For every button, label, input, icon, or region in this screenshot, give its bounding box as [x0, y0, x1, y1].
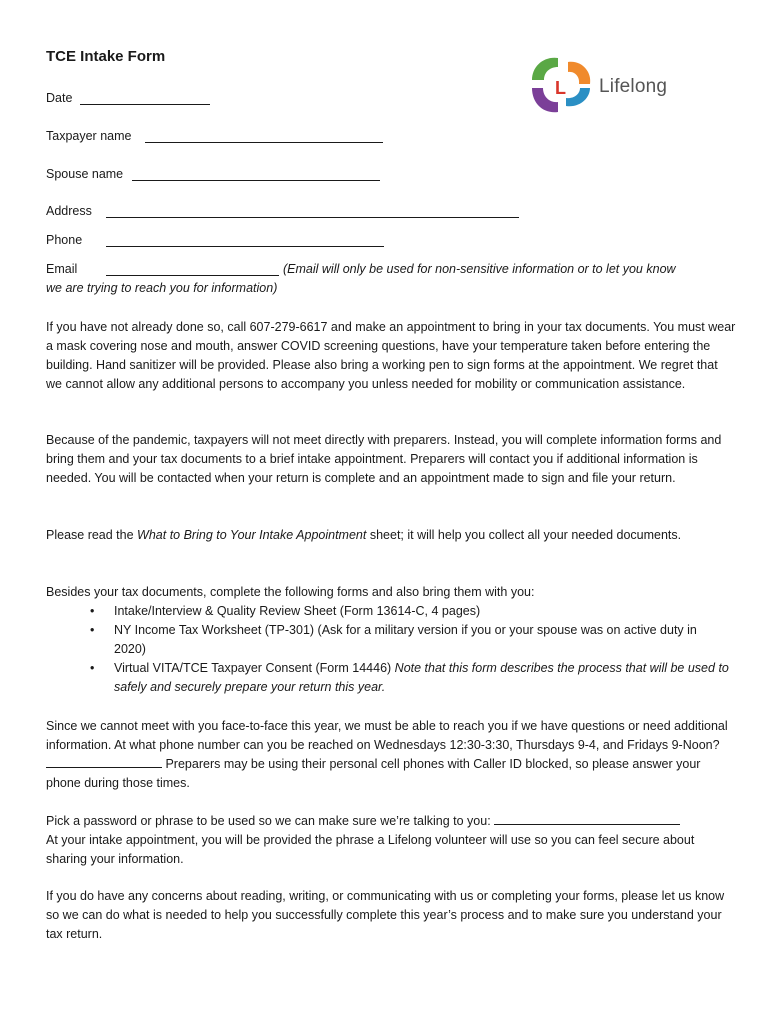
read-sheet-post: sheet; it will help you collect all your needed documents.: [366, 528, 682, 542]
svg-text:L: L: [555, 78, 566, 98]
address-label: Address: [46, 204, 92, 218]
logo-wordmark: Lifelong: [599, 76, 668, 97]
phone-label: Phone: [46, 233, 83, 247]
password-prompt: Pick a password or phrase to be used so we can make sure we’re talking to you:: [46, 814, 495, 828]
form-13614c-item: Intake/Interview & Quality Review Sheet (Form 13614-C, 4 pages): [114, 604, 481, 618]
appointment-text: If you have not already done so, call 607-279-6617 and make an appointment to bring in your tax documents. You must wear a mask covering nose and mouth, answer COVID screening questions, have your temperature taken before entering the building. Hand sanitizer will be provided. Please also bring a working pen to sign forms at the appointment. We regret that we cannot allow any additional persons to accompany you unless needed for mobility or communication assistance.: [46, 320, 736, 391]
password-paragraph: [46, 812, 736, 869]
read-sheet-title: What to Bring to Your Intake Appointment: [137, 528, 367, 542]
appointment-paragraph: [46, 318, 736, 394]
date-label: Date: [46, 91, 73, 105]
phone-availability-pre: Since we cannot meet with you face-to-face this year, we must be able to reach you if we have questions or need additional information. At what phone number can you be reached on Wednesdays 12:30-3:30, Thursdays 9-4, and Fridays 9-Noon?: [46, 719, 728, 752]
phone-field[interactable]: [106, 246, 384, 247]
email-field[interactable]: [106, 275, 279, 276]
date-field[interactable]: [80, 104, 210, 105]
email-note-continued: we are trying to reach you for information): [46, 281, 278, 295]
read-sheet-pre: Please read the: [46, 528, 138, 542]
address-field[interactable]: [106, 217, 519, 218]
taxpayer-name-label: Taxpayer name: [46, 129, 132, 143]
forms-intro-text: Besides your tax documents, complete the following forms and also bring them with you:: [46, 585, 535, 599]
phone-availability-post: Preparers may be using their personal cell phones with Caller ID blocked, so please answer your phone during those times.: [46, 757, 701, 790]
concerns-text: If you do have any concerns about reading, writing, or communicating with us or completing your forms, please let us know so we can do what is needed to help you successfully complete this year’s process and to make sure you understand your tax return.: [46, 889, 725, 941]
pandemic-text: Because of the pandemic, taxpayers will not meet directly with preparers. Instead, you will complete information forms and bring them and your tax documents to a brief intake appointment. Preparers will contact you if additional information is needed. You will be contacted when your return is complete and an appointment made to sign and file your return.: [46, 433, 722, 485]
forms-list: [90, 602, 730, 697]
list-item: [90, 602, 730, 621]
password-phrase-field[interactable]: [494, 812, 680, 825]
tp301-item: NY Income Tax Worksheet (TP-301) (Ask for a military version if you or your spouse was on active duty in 2020): [114, 623, 697, 656]
spouse-name-label: Spouse name: [46, 167, 124, 181]
pandemic-paragraph: [46, 431, 736, 488]
password-info: At your intake appointment, you will be provided the phrase a Lifelong volunteer will use so you can feel secure about sharing your information.: [46, 833, 695, 866]
taxpayer-name-field[interactable]: [145, 142, 383, 143]
availability-phone-field[interactable]: [46, 755, 162, 768]
spouse-name-field[interactable]: [132, 180, 380, 181]
form-14446-item: Virtual VITA/TCE Taxpayer Consent (Form 14446): [114, 661, 395, 675]
list-item: [90, 659, 730, 697]
phone-availability-paragraph: [46, 717, 736, 793]
page-title: TCE Intake Form: [46, 48, 166, 65]
email-label: Email: [46, 262, 78, 276]
form-14446-note: Note that this form describes the process that will be used to safely and securely prepare your return this year.: [114, 661, 729, 694]
list-item: [90, 621, 730, 659]
email-note: (Email will only be used for non-sensitive information or to let you know: [283, 262, 676, 276]
forms-intro: [46, 583, 736, 602]
lifelong-logo-icon: [524, 50, 599, 120]
read-sheet-paragraph: [46, 526, 736, 545]
concerns-paragraph: [46, 887, 736, 944]
